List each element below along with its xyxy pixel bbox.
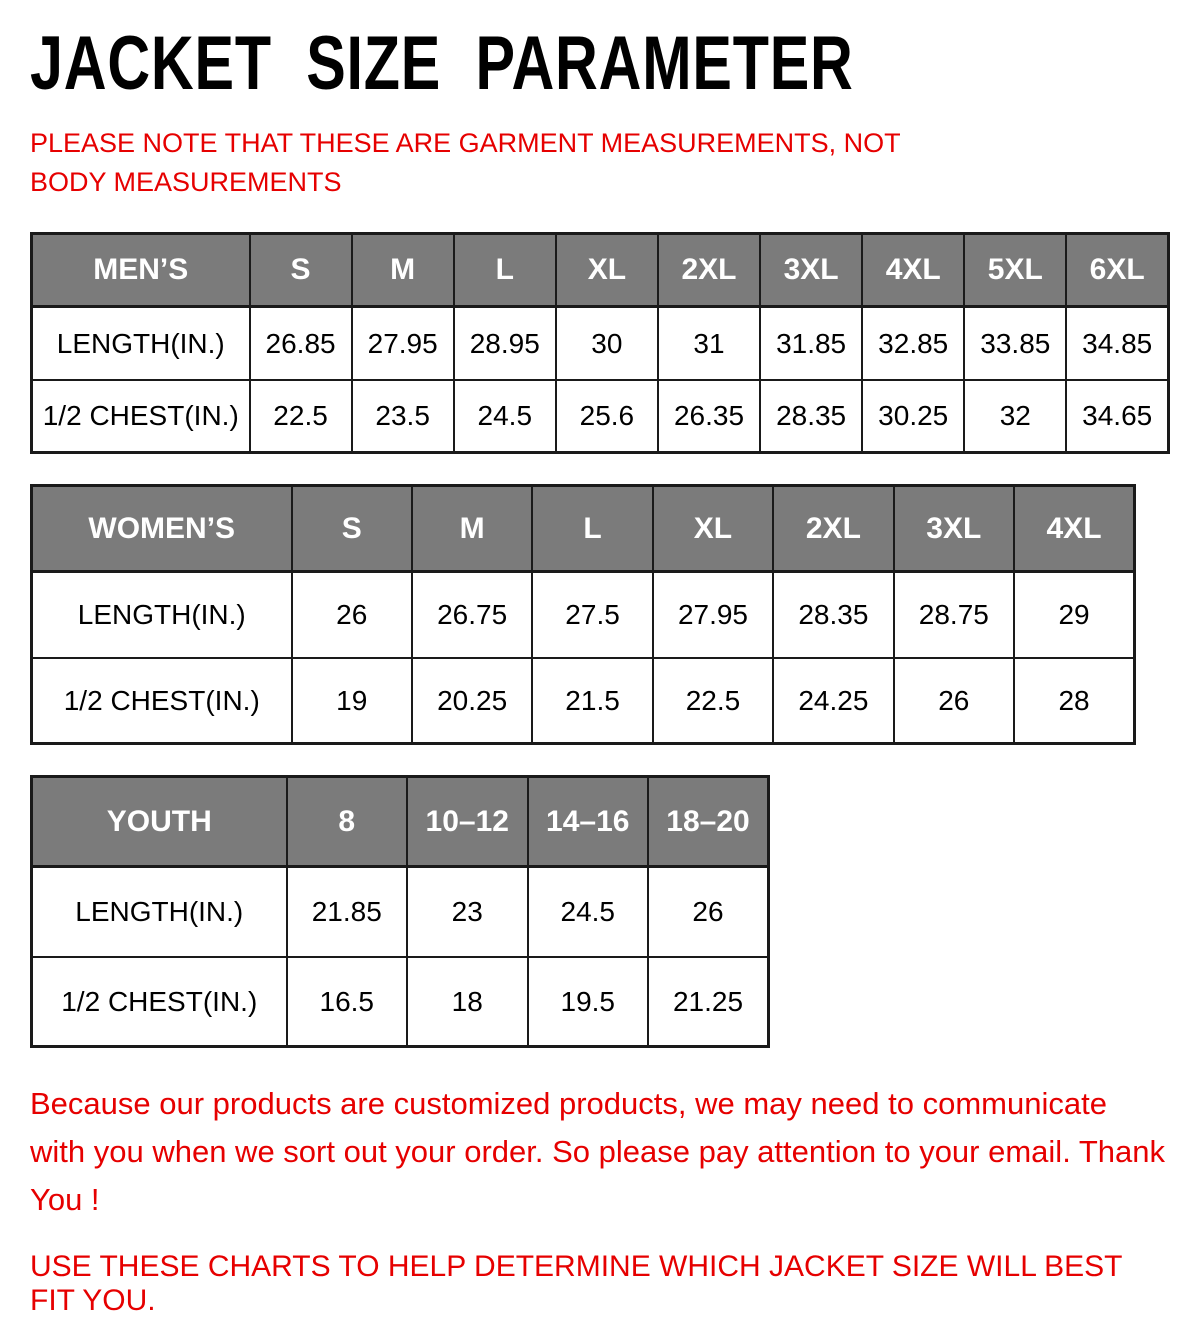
size-value-cell: 23.5 [352,380,454,453]
size-value-cell: 28.95 [454,307,556,380]
table-row [32,867,769,957]
row-label-cell: 1/2 CHEST(IN.) [32,658,292,744]
size-value-cell: 28.35 [760,380,862,453]
header-cell: M [412,486,532,572]
mens-size-table [30,232,1170,454]
size-value-cell: 31.85 [760,307,862,380]
header-cell: 18–20 [648,777,769,867]
row-label-cell: 1/2 CHEST(IN.) [32,957,287,1047]
table-header-row [32,777,769,867]
size-value-cell: 29 [1014,572,1134,658]
size-value-cell: 27.95 [352,307,454,380]
size-value-cell: 26 [292,572,412,658]
size-value-cell: 20.25 [412,658,532,744]
table-row [32,380,1169,453]
customization-notice: Because our products are customized products, we may need to communicate with you when we sort out your order. So please pay attention to your email. Thank You ! [30,1086,1166,1218]
table-row [32,957,769,1047]
row-label-cell: 1/2 CHEST(IN.) [32,380,250,453]
size-value-cell: 26.85 [250,307,352,380]
header-cell: L [532,486,652,572]
size-value-cell: 21.25 [648,957,769,1047]
header-cell: 14–16 [528,777,649,867]
table-row [32,307,1169,380]
size-value-cell: 26 [894,658,1014,744]
size-value-cell: 22.5 [653,658,773,744]
table-row [32,658,1135,744]
header-cell: 8 [287,777,408,867]
size-value-cell: 22.5 [250,380,352,453]
header-cell: 4XL [1014,486,1134,572]
size-value-cell: 21.85 [287,867,408,957]
size-value-cell: 24.25 [773,658,893,744]
size-value-cell: 25.6 [556,380,658,453]
size-value-cell: 24.5 [528,867,649,957]
size-value-cell: 34.85 [1066,307,1168,380]
header-cell-womens: WOMEN’S [32,486,292,572]
header-cell: XL [556,234,658,307]
header-cell-mens: MEN’S [32,234,250,307]
size-value-cell: 18 [407,957,528,1047]
size-value-cell: 16.5 [287,957,408,1047]
row-label-cell: LENGTH(IN.) [32,307,250,380]
page-title: JACKET SIZE PARAMETER [30,21,854,106]
header-cell: 10–12 [407,777,528,867]
size-value-cell: 23 [407,867,528,957]
womens-size-table [30,484,1136,745]
size-value-cell: 21.5 [532,658,652,744]
header-cell: 6XL [1066,234,1168,307]
size-value-cell: 30 [556,307,658,380]
header-cell: S [292,486,412,572]
size-value-cell: 28.35 [773,572,893,658]
chart-usage-advice: USE THESE CHARTS TO HELP DETERMINE WHICH JACKET SIZE WILL BEST FIT YOU. [30,1250,1122,1318]
size-value-cell: 26.75 [412,572,532,658]
header-cell: 5XL [964,234,1066,307]
size-value-cell: 27.5 [532,572,652,658]
header-cell: M [352,234,454,307]
row-label-cell: LENGTH(IN.) [32,867,287,957]
header-cell: S [250,234,352,307]
header-cell: 2XL [658,234,760,307]
size-value-cell: 24.5 [454,380,556,453]
size-value-cell: 31 [658,307,760,380]
table-header-row [32,486,1135,572]
youth-size-table [30,775,770,1048]
garment-measurement-note: PLEASE NOTE THAT THESE ARE GARMENT MEASUREMENTS, NOT BODY MEASUREMENTS [30,128,901,198]
size-value-cell: 28.75 [894,572,1014,658]
header-cell: L [454,234,556,307]
header-cell: 3XL [894,486,1014,572]
header-cell: 3XL [760,234,862,307]
header-cell: 4XL [862,234,964,307]
size-value-cell: 33.85 [964,307,1066,380]
header-cell: XL [653,486,773,572]
header-cell: 2XL [773,486,893,572]
size-value-cell: 34.65 [1066,380,1168,453]
size-value-cell: 19 [292,658,412,744]
size-value-cell: 32 [964,380,1066,453]
header-cell-youth: YOUTH [32,777,287,867]
size-value-cell: 27.95 [653,572,773,658]
size-value-cell: 19.5 [528,957,649,1047]
table-row [32,572,1135,658]
size-value-cell: 30.25 [862,380,964,453]
size-value-cell: 28 [1014,658,1134,744]
size-value-cell: 26.35 [658,380,760,453]
size-value-cell: 32.85 [862,307,964,380]
table-header-row [32,234,1169,307]
size-value-cell: 26 [648,867,769,957]
row-label-cell: LENGTH(IN.) [32,572,292,658]
